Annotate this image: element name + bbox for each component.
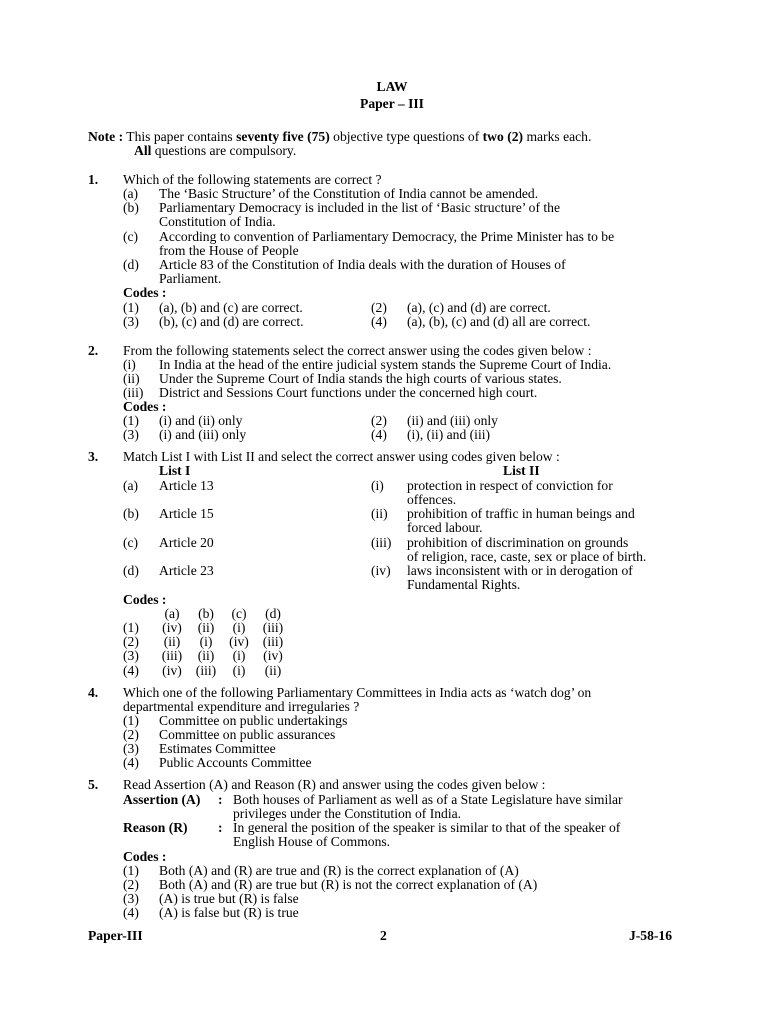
option-text: In India at the head of the entire judicial system stands the Supreme Court of India. xyxy=(159,357,612,372)
question-stem: Which one of the following Parliamentary Committees in India acts as ‘watch dog’ on xyxy=(123,685,592,700)
code-text: (a), (b) and (c) are correct. xyxy=(159,300,303,315)
code-label: (2) xyxy=(123,877,139,892)
code-cell: (ii) xyxy=(163,634,181,649)
option-label: (2) xyxy=(123,727,139,742)
code-cell: (i) xyxy=(232,648,246,663)
code-cell: (iv) xyxy=(162,663,182,678)
code-cell: (iii) xyxy=(262,620,284,635)
code-text: Both (A) and (R) are true but (R) is not the correct explanation of (A) xyxy=(159,877,538,892)
option-label: (b) xyxy=(123,200,139,215)
option-text: Committee on public undertakings xyxy=(159,713,348,728)
code-label: (2) xyxy=(371,413,387,428)
code-cell: (iii) xyxy=(262,634,284,649)
code-label: (3) xyxy=(123,891,139,906)
codes-col-header: (c) xyxy=(231,606,247,621)
option-text: The ‘Basic Structure’ of the Constitution of India cannot be amended. xyxy=(159,186,539,201)
option-label: (a) xyxy=(123,186,139,201)
reason-label: Reason (R) xyxy=(123,820,188,835)
option-text: Estimates Committee xyxy=(159,741,276,756)
list-2-item: protection in respect of conviction for xyxy=(407,478,613,493)
list-1-item: Article 15 xyxy=(159,506,214,521)
list-2-item-cont: Fundamental Rights. xyxy=(407,577,521,592)
code-cell: (i) xyxy=(199,634,213,649)
code-label: (4) xyxy=(123,663,139,678)
list-2-item: laws inconsistent with or in derogation of xyxy=(407,563,633,578)
option-label: (d) xyxy=(123,257,139,272)
list-1-label: (b) xyxy=(123,506,139,521)
option-text: Public Accounts Committee xyxy=(159,755,312,770)
note-label: Note : xyxy=(88,129,124,144)
question-number: 4. xyxy=(88,685,99,700)
code-cell: (ii) xyxy=(264,663,282,678)
question-stem-cont: departmental expenditure and irregularies ? xyxy=(123,699,360,714)
code-label: (4) xyxy=(371,427,387,442)
codes-col-header: (d) xyxy=(265,606,281,621)
option-text-cont: Constitution of India. xyxy=(159,214,276,229)
code-label: (1) xyxy=(123,863,139,878)
code-label: (1) xyxy=(123,413,139,428)
codes-label: Codes : xyxy=(123,285,167,300)
note-text: This paper contains xyxy=(126,129,237,144)
question-stem: Match List I with List II and select the correct answer using codes given below : xyxy=(123,449,560,464)
codes-col-header: (a) xyxy=(164,606,180,621)
code-cell: (iv) xyxy=(263,648,283,663)
codes-label: Codes : xyxy=(123,592,167,607)
option-label: (1) xyxy=(123,713,139,728)
list-2-item: prohibition of traffic in human beings and xyxy=(407,506,635,521)
code-cell: (iv) xyxy=(229,634,249,649)
option-label: (c) xyxy=(123,229,139,244)
assertion-text: Both houses of Parliament as well as of a State Legislature have similar xyxy=(233,792,623,807)
code-label: (3) xyxy=(123,648,139,663)
reason-colon: : xyxy=(218,820,223,835)
note-emphasis: two (2) xyxy=(482,129,524,144)
code-label: (2) xyxy=(123,634,139,649)
option-label: (iii) xyxy=(123,385,144,400)
assertion-colon: : xyxy=(218,792,223,807)
code-cell: (i) xyxy=(232,663,246,678)
option-text: Article 83 of the Constitution of India deals with the duration of Houses of xyxy=(159,257,566,272)
code-cell: (iv) xyxy=(162,620,182,635)
page-title: LAW xyxy=(376,79,408,94)
note-text: marks each. xyxy=(523,129,592,144)
code-text: (ii) and (iii) only xyxy=(407,413,498,428)
option-label: (ii) xyxy=(123,371,140,386)
note-emphasis: seventy five (75) xyxy=(236,129,330,144)
question-stem: Read Assertion (A) and Reason (R) and answer using the codes given below : xyxy=(123,777,546,792)
question-number: 1. xyxy=(88,172,99,187)
list-2-item-cont: of religion, race, caste, sex or place of birth. xyxy=(407,549,647,564)
page-subtitle: Paper – III xyxy=(360,96,424,111)
option-text-cont: Parliament. xyxy=(159,271,222,286)
codes-label: Codes : xyxy=(123,399,167,414)
option-label: (4) xyxy=(123,755,139,770)
code-text: (A) is true but (R) is false xyxy=(159,891,299,906)
assertion-label: Assertion (A) xyxy=(123,792,201,807)
note-line-2 xyxy=(134,144,296,158)
footer-code: J-58-16 xyxy=(628,928,672,943)
list-2-item-cont: offences. xyxy=(407,492,457,507)
list-1-item: Article 13 xyxy=(159,478,214,493)
option-text: Committee on public assurances xyxy=(159,727,336,742)
reason-text-cont: English House of Commons. xyxy=(233,834,391,849)
list-2-label: (ii) xyxy=(371,506,388,521)
code-cell: (ii) xyxy=(197,620,215,635)
code-cell: (iii) xyxy=(161,648,183,663)
option-text: Under the Supreme Court of India stands the high courts of various states. xyxy=(159,371,562,386)
code-text: (i), (ii) and (iii) xyxy=(407,427,491,442)
code-cell: (i) xyxy=(232,620,246,635)
list-2-heading: List II xyxy=(503,463,540,478)
list-2-item: prohibition of discrimination on grounds xyxy=(407,535,629,550)
option-label: (3) xyxy=(123,741,139,756)
code-label: (2) xyxy=(371,300,387,315)
code-cell: (ii) xyxy=(197,648,215,663)
code-text: (i) and (iii) only xyxy=(159,427,247,442)
footer-page-number: 2 xyxy=(380,928,387,943)
question-stem: From the following statements select the correct answer using the codes given below : xyxy=(123,343,592,358)
option-text: Parliamentary Democracy is included in the list of ‘Basic structure’ of the xyxy=(159,200,561,215)
list-1-heading: List I xyxy=(159,463,191,478)
list-2-label: (i) xyxy=(371,478,384,493)
question-number: 5. xyxy=(88,777,99,792)
option-label: (i) xyxy=(123,357,136,372)
list-2-label: (iv) xyxy=(371,563,391,578)
code-label: (3) xyxy=(123,314,139,329)
codes-col-header: (b) xyxy=(198,606,214,621)
assertion-text-cont: privileges under the Constitution of India. xyxy=(233,806,462,821)
option-text: According to convention of Parliamentary Democracy, the Prime Minister has to be xyxy=(159,229,615,244)
code-text: (i) and (ii) only xyxy=(159,413,243,428)
list-1-item: Article 20 xyxy=(159,535,214,550)
code-label: (1) xyxy=(123,620,139,635)
question-number: 3. xyxy=(88,449,99,464)
code-label: (3) xyxy=(123,427,139,442)
question-stem: Which of the following statements are correct ? xyxy=(123,172,382,187)
codes-label: Codes : xyxy=(123,849,167,864)
list-2-item-cont: forced labour. xyxy=(407,520,483,535)
note-text: questions are compulsory. xyxy=(151,143,297,158)
code-text: (a), (c) and (d) are correct. xyxy=(407,300,551,315)
code-label: (4) xyxy=(123,905,139,920)
code-text: (a), (b), (c) and (d) all are correct. xyxy=(407,314,591,329)
reason-text: In general the position of the speaker is similar to that of the speaker of xyxy=(233,820,621,835)
note-line-1 xyxy=(88,130,591,144)
code-text: (A) is false but (R) is true xyxy=(159,905,299,920)
code-text: Both (A) and (R) are true and (R) is the correct explanation of (A) xyxy=(159,863,519,878)
list-1-label: (a) xyxy=(123,478,139,493)
list-1-label: (d) xyxy=(123,563,139,578)
note-emphasis: All xyxy=(134,143,152,158)
list-1-item: Article 23 xyxy=(159,563,214,578)
code-cell: (iii) xyxy=(195,663,217,678)
list-2-label: (iii) xyxy=(371,535,392,550)
code-label: (1) xyxy=(123,300,139,315)
option-text-cont: from the House of People xyxy=(159,243,299,258)
code-text: (b), (c) and (d) are correct. xyxy=(159,314,304,329)
list-1-label: (c) xyxy=(123,535,139,550)
note-text: objective type questions of xyxy=(329,129,483,144)
option-text: District and Sessions Court functions under the concerned high court. xyxy=(159,385,538,400)
footer-paper: Paper-III xyxy=(88,928,143,943)
code-label: (4) xyxy=(371,314,387,329)
question-number: 2. xyxy=(88,343,99,358)
